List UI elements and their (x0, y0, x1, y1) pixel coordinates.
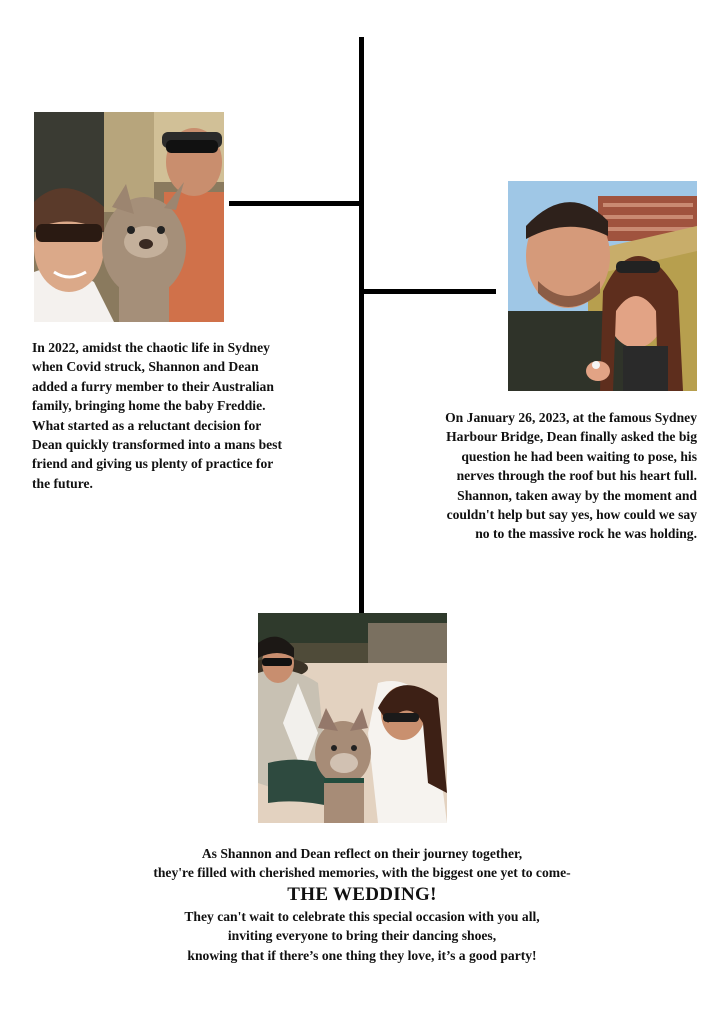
wedding-title: THE WEDDING! (287, 883, 437, 905)
story-line: Shannon, taken away by the moment and (457, 487, 697, 503)
story-line: friend and giving us plenty of practice for (32, 456, 274, 472)
photo-freddie (34, 112, 224, 322)
story-line: What started as a reluctant decision for (32, 417, 262, 433)
story-line: In 2022, amidst the chaotic life in Sydney (32, 340, 270, 355)
photo-wedding-teaser (258, 613, 447, 823)
timeline-branch-right (362, 289, 496, 294)
story-line: They can't wait to celebrate this special occasion with you all, (184, 908, 540, 924)
story-line: inviting everyone to bring their dancing shoes, (227, 928, 497, 944)
story-line: Harbour Bridge, Dean finally asked the big (446, 429, 697, 445)
story-line: nerves through the roof but his heart full. (456, 468, 697, 484)
story-line: when Covid struck, Shannon and Dean (32, 359, 259, 375)
timeline-branch-left (229, 201, 360, 206)
story-line: the future. (32, 475, 93, 491)
story-line: Dean quickly transformed into a mans best (32, 437, 282, 453)
story-line: no to the massive rock he was holding. (475, 526, 697, 542)
story-line: family, bringing home the baby Freddie. (32, 398, 266, 414)
photo-proposal (508, 181, 697, 391)
story-proposal-text (380, 408, 697, 544)
story-line: question he had been waiting to pose, his (461, 448, 697, 464)
story-line: knowing that if there’s one thing they love, it’s a good party! (187, 947, 537, 963)
timeline-vertical-line (359, 37, 364, 613)
story-freddie-text (32, 338, 352, 493)
story-line: On January 26, 2023, at the famous Sydney (445, 410, 697, 425)
story-line: As Shannon and Dean reflect on their journey together, (201, 846, 523, 861)
story-line: added a furry member to their Australian (32, 378, 274, 394)
story-line: couldn't help but say yes, how could we say (446, 507, 697, 523)
story-line: they're filled with cherished memories, with the biggest one yet to come- (153, 865, 571, 881)
story-wedding-text (62, 844, 662, 965)
